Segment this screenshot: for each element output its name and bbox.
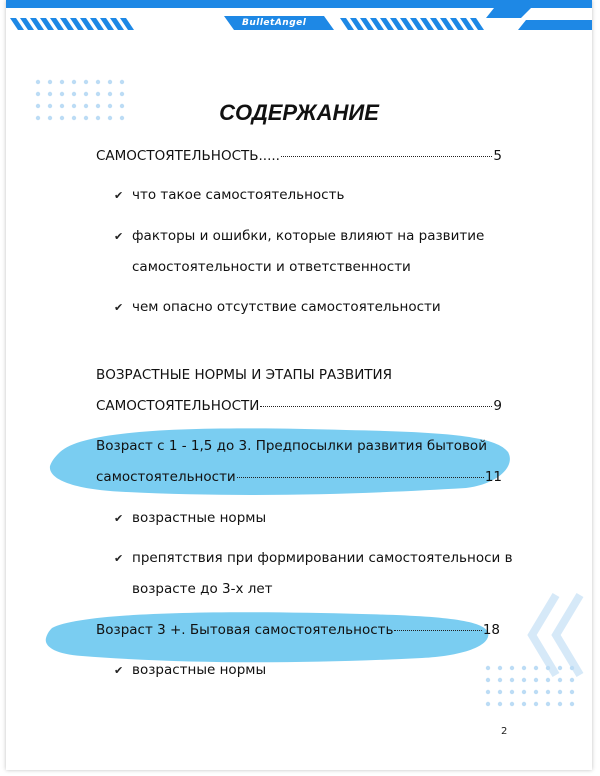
list-item-continuation: возрасте до 3-х лет [132,581,273,597]
page-title: СОДЕРЖАНИЕ [219,100,379,125]
dot-leader [260,406,492,407]
list-item-continuation: самостоятельности и ответственности [132,259,411,275]
list-item [114,510,266,526]
toc-entry-vozrast-3-plus[interactable] [96,622,500,638]
toc-entry-label: самостоятельности [96,469,236,485]
list-item [114,228,484,244]
list-item [114,187,344,203]
dot-leader [281,156,492,157]
list-item [114,662,266,678]
toc-entry-samostoyatelnost[interactable] [96,148,502,164]
toc-entry-page: 9 [493,398,502,414]
toc-entry-vozrastnye-normy[interactable] [96,398,502,414]
toc-entry-page: 5 [493,148,502,164]
toc-entry-line1: ВОЗРАСТНЫЕ НОРМЫ И ЭТАПЫ РАЗВИТИЯ [96,367,393,383]
dot-pattern-bottom-right [484,664,592,724]
document-page [6,0,592,770]
list-item-text: чем опасно отсутствие самостоятельности [132,299,441,315]
dot-leader [237,477,484,478]
list-item [114,550,513,566]
list-item-text: что такое самостоятельность [132,187,345,203]
checkmark-icon: ✔ [114,512,124,525]
toc-entry-page: 18 [482,622,500,638]
checkmark-icon: ✔ [114,664,124,677]
list-item [114,299,441,315]
list-item-text: возрастные нормы [132,662,267,678]
list-item-text: факторы и ошибки, которые влияют на развитие [132,228,485,244]
toc-entry-label: САМОСТОЯТЕЛЬНОСТЬ..... [96,148,280,164]
checkmark-icon: ✔ [114,552,124,565]
toc-entry-line1: Возраст с 1 - 1,5 до 3. Предпосылки развития бытовой [96,438,487,454]
page-number: 2 [501,726,508,737]
checkmark-icon: ✔ [114,189,124,202]
marker-highlight-1 [46,422,516,500]
list-item-text: возрастные нормы [132,510,267,526]
checkmark-icon: ✔ [114,301,124,314]
header-banner [6,0,592,34]
brand-logo-text: BulletAngel [242,18,307,28]
toc-entry-page: 11 [484,469,502,485]
toc-entry-label: Возраст 3 +. Бытовая самостоятельность [96,622,394,638]
checkmark-icon: ✔ [114,230,124,243]
dot-leader [394,630,481,631]
list-item-text: препятствия при формировании самостоятельноси в [132,550,513,566]
toc-entry-label: САМОСТОЯТЕЛЬНОСТИ [96,398,260,414]
toc-entry-vozrast-1-3[interactable] [96,469,502,485]
